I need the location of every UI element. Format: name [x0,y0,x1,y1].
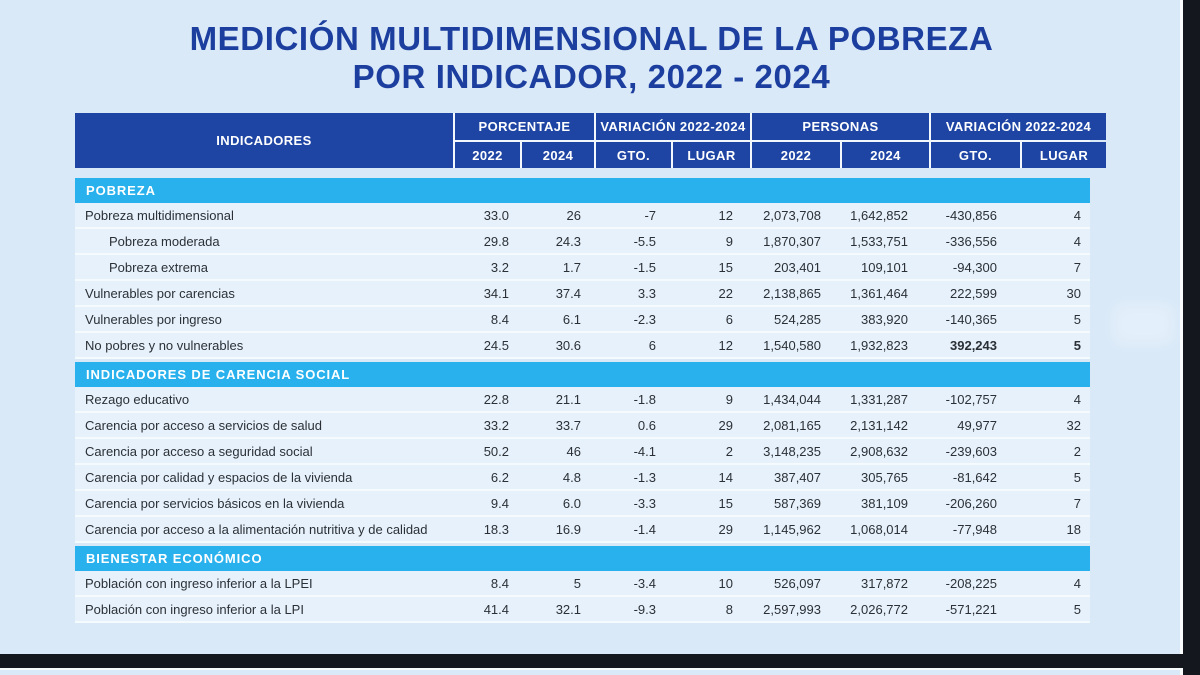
cell-value: 21.1 [555,391,581,407]
cell-value: 203,401 [774,259,821,275]
cell-value: 8.4 [490,575,509,591]
cell-value: 526,097 [774,575,821,591]
cell-value: 5 [1073,469,1081,485]
cell-value: 18.3 [483,521,509,537]
cell-value: 6.1 [562,311,581,327]
row-label: Vulnerables por ingreso [85,311,222,327]
header-sub-0-1: 2024 [522,142,594,168]
row-label: Carencia por acceso a servicios de salud [85,417,323,433]
cell-value: 4 [1073,233,1081,249]
cell-value: -77,948 [952,521,997,537]
cell-value: 1,540,580 [763,337,821,353]
cell-value: 1,361,464 [850,285,908,301]
cell-value: 9 [725,233,733,249]
cell-value: 5 [1073,311,1081,327]
cell-value: -206,260 [945,495,997,511]
cell-value: 2,138,865 [763,285,821,301]
cell-value: 1,145,962 [763,521,821,537]
cell-value: 1,434,044 [763,391,821,407]
row-label: Pobreza extrema [109,259,208,275]
cell-value: -2.3 [633,311,656,327]
cell-value: -81,642 [952,469,997,485]
cell-value: 18 [1066,521,1081,537]
cell-value: 2,073,708 [763,207,821,223]
cell-value: 387,407 [774,469,821,485]
cell-value: -208,225 [945,575,997,591]
row-label: Carencia por servicios básicos en la vivienda [85,495,345,511]
cell-value: 15 [718,495,733,511]
cell-value: 2 [725,443,733,459]
header-sub-2-1: 2024 [842,142,929,168]
cell-value: 24.3 [555,233,581,249]
cell-value: 9.4 [490,495,509,511]
cell-value: 5 [1073,601,1081,617]
section-band: BIENESTAR ECONÓMICO [75,546,1090,571]
table-row [75,517,1090,543]
cell-value: 4.8 [562,469,581,485]
cell-value: 15 [718,259,733,275]
cell-value: -3.4 [633,575,656,591]
cell-value: 6 [648,337,656,353]
header-group-1: VARIACIÓN 2022-2024 [596,113,750,140]
cell-value: 22.8 [483,391,509,407]
cell-value: 381,109 [861,495,908,511]
cell-value: 2,081,165 [763,417,821,433]
cell-value: 383,920 [861,311,908,327]
cell-value: 46 [566,443,581,459]
cell-value: 50.2 [483,443,509,459]
cell-value: -3.3 [633,495,656,511]
cell-value: 14 [718,469,733,485]
cell-value: 6.0 [562,495,581,511]
cell-value: 32 [1066,417,1081,433]
row-label: Carencia por acceso a la alimentación nutritiva y de calidad [85,521,428,537]
cell-value: 2 [1073,443,1081,459]
cell-value: 1.7 [562,259,581,275]
cell-value: 22 [718,285,733,301]
row-label: Población con ingreso inferior a la LPEI [85,575,313,591]
cell-value: 317,872 [861,575,908,591]
cell-value: 1,068,014 [850,521,908,537]
page-title [0,20,1183,97]
table-header [75,113,1090,168]
row-label: Carencia por acceso a seguridad social [85,443,313,459]
cell-value: -1.8 [633,391,656,407]
cell-value: 109,101 [861,259,908,275]
header-sub-0-0: 2022 [455,142,520,168]
cell-value: 41.4 [483,601,509,617]
cell-value: 587,369 [774,495,821,511]
row-label: Pobreza moderada [109,233,220,249]
cell-value: 5 [573,575,581,591]
cell-value: -5.5 [633,233,656,249]
row-label: Vulnerables por carencias [85,285,235,301]
table-row [75,255,1090,281]
cell-value: 8.4 [490,311,509,327]
cell-value: 24.5 [483,337,509,353]
cell-value: -9.3 [633,601,656,617]
cell-value: 12 [718,337,733,353]
table-row [75,597,1090,623]
cell-value: 524,285 [774,311,821,327]
cell-value: 222,599 [950,285,997,301]
cell-value: 7 [1073,259,1081,275]
table-row [75,387,1090,413]
cell-value: 16.9 [555,521,581,537]
cell-value: 33.2 [483,417,509,433]
header-indicadores: INDICADORES [75,113,453,168]
row-label: Pobreza multidimensional [85,207,234,223]
header-sub-1-1: LUGAR [673,142,750,168]
cell-value: 37.4 [555,285,581,301]
cell-value: -94,300 [952,259,997,275]
cell-value: 0.6 [637,417,656,433]
cell-value: -571,221 [945,601,997,617]
cell-value: 29 [718,417,733,433]
table-row [75,333,1090,359]
section-band: POBREZA [75,178,1090,203]
table-body [75,178,1090,623]
watermark [1112,303,1174,345]
cell-value: -239,603 [945,443,997,459]
cell-value: 305,765 [861,469,908,485]
table-row [75,229,1090,255]
header-sub-1-0: GTO. [596,142,671,168]
cell-value: -102,757 [945,391,997,407]
cell-value: 5 [1073,337,1081,353]
cell-value: 49,977 [957,417,997,433]
cell-value: 1,870,307 [763,233,821,249]
table-row [75,491,1090,517]
cell-value: 2,908,632 [850,443,908,459]
cell-value: 29 [718,521,733,537]
cell-value: 33.0 [483,207,509,223]
table-row [75,413,1090,439]
cell-value: 1,331,287 [850,391,908,407]
header-sub-3-0: GTO. [931,142,1020,168]
table-row [75,465,1090,491]
cell-value: -430,856 [945,207,997,223]
cell-value: 4 [1073,391,1081,407]
cell-value: 2,597,993 [763,601,821,617]
row-label: No pobres y no vulnerables [85,337,244,353]
cell-value: 7 [1073,495,1081,511]
row-label: Rezago educativo [85,391,190,407]
row-label: Carencia por calidad y espacios de la vivienda [85,469,353,485]
table-row [75,281,1090,307]
frame-right-bar [1183,0,1200,675]
table-row [75,439,1090,465]
cell-value: 34.1 [483,285,509,301]
header-sub-3-1: LUGAR [1022,142,1106,168]
cell-value: -336,556 [945,233,997,249]
page-title-line2: POR INDICADOR, 2022 - 2024 [352,58,831,96]
cell-value: 8 [725,601,733,617]
frame-bottom-bar [0,654,1183,668]
cell-value: 9 [725,391,733,407]
page-title-line1: MEDICIÓN MULTIDIMENSIONAL DE LA POBREZA [189,20,994,57]
cell-value: 4 [1073,575,1081,591]
cell-value: 1,642,852 [850,207,908,223]
cell-value: 3,148,235 [763,443,821,459]
poverty-indicators-table [75,113,1090,623]
section-band: INDICADORES DE CARENCIA SOCIAL [75,362,1090,387]
cell-value: -4.1 [633,443,656,459]
cell-value: 1,932,823 [850,337,908,353]
cell-value: -1.5 [633,259,656,275]
cell-value: 1,533,751 [850,233,908,249]
table-row [75,203,1090,229]
cell-value: -1.4 [633,521,656,537]
cell-value: 2,131,142 [850,417,908,433]
cell-value: 3.2 [490,259,509,275]
cell-value: 33.7 [555,417,581,433]
table-row [75,571,1090,597]
cell-value: 392,243 [950,337,997,353]
header-sub-2-0: 2022 [752,142,840,168]
cell-value: 2,026,772 [850,601,908,617]
cell-value: 3.3 [637,285,656,301]
header-group-2: PERSONAS [752,113,929,140]
cell-value: 12 [718,207,733,223]
cell-value: 29.8 [483,233,509,249]
cell-value: 4 [1073,207,1081,223]
cell-value: 6 [725,311,733,327]
cell-value: 30.6 [555,337,581,353]
cell-value: 30 [1066,285,1081,301]
table-row [75,307,1090,333]
header-group-0: PORCENTAJE [455,113,594,140]
cell-value: 32.1 [555,601,581,617]
cell-value: 6.2 [490,469,509,485]
cell-value: 26 [566,207,581,223]
frame-bottom-divider [0,668,1183,670]
cell-value: -7 [644,207,656,223]
row-label: Población con ingreso inferior a la LPI [85,601,304,617]
cell-value: -1.3 [633,469,656,485]
cell-value: 10 [718,575,733,591]
cell-value: -140,365 [945,311,997,327]
header-group-3: VARIACIÓN 2022-2024 [931,113,1106,140]
